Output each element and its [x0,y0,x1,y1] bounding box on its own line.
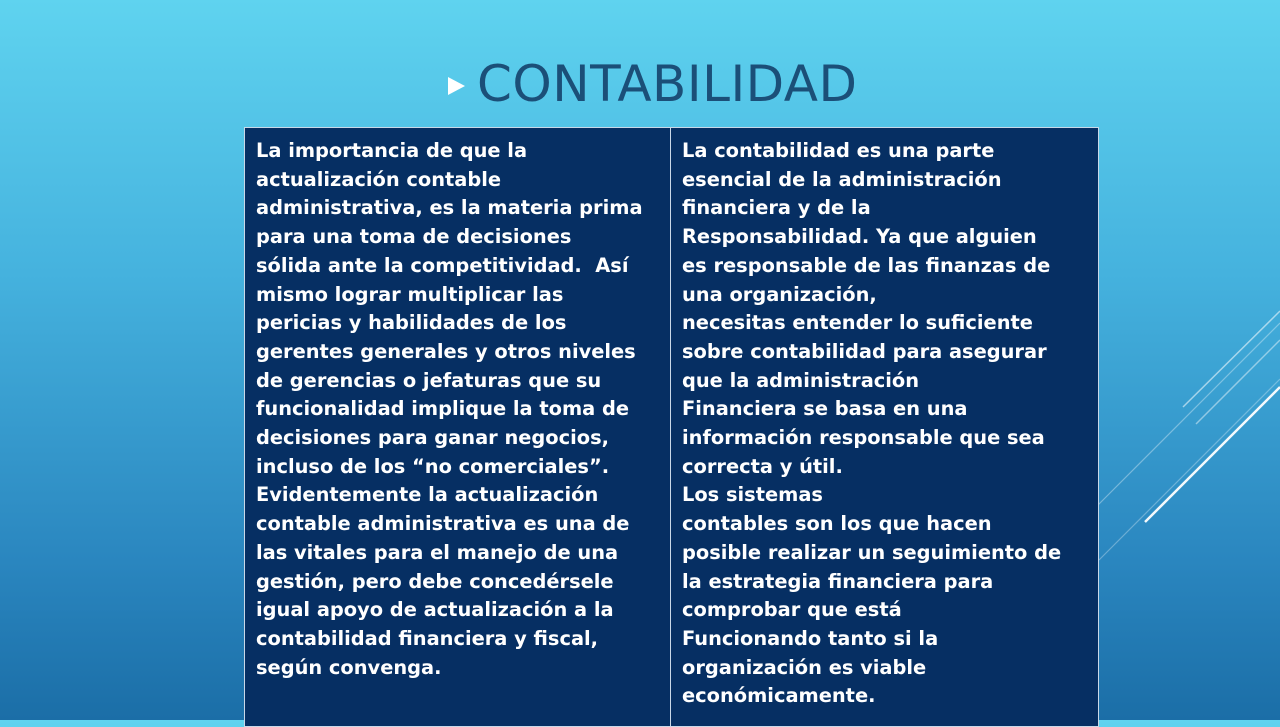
table-cell-right: La contabilidad es una parte esencial de la administración financiera y de la Responsabilidad. Ya que alguien es responsable de las finanzas de una organización, necesitas entender lo suficiente sobre contabilidad para asegurar que la administración Financiera se basa en una información responsable que sea correcta y útil. Los sistemas contables son los que hacen posible realizar un seguimiento de la estrategia financiera para comprobar que está Funcionando tanto si la organización es viable económicamente. [671,128,1098,726]
slide-title: CONTABILIDAD [477,55,858,113]
deco-line-1 [1183,311,1280,407]
triangle-bullet-icon [448,77,465,95]
deco-line-5 [1099,379,1280,560]
content-table [244,127,1099,727]
title-row [448,52,858,116]
table-cell-left: La importancia de que la actualización contable administrativa, es la materia prima para una toma de decisiones sólida ante la competitividad. Así mismo lograr multiplicar las pericias y habilidades de los gerentes generales y otros niveles de gerencias o jefaturas que su funcionalidad implique la toma de decisiones para ganar negocios, incluso de los “no comerciales”. Evidentemente la actualización contable administrativa es una de las vitales para el manejo de una gestión, pero debe concedérsele igual apoyo de actualización a la contabilidad financiera y fiscal, según convenga. [245,128,671,726]
